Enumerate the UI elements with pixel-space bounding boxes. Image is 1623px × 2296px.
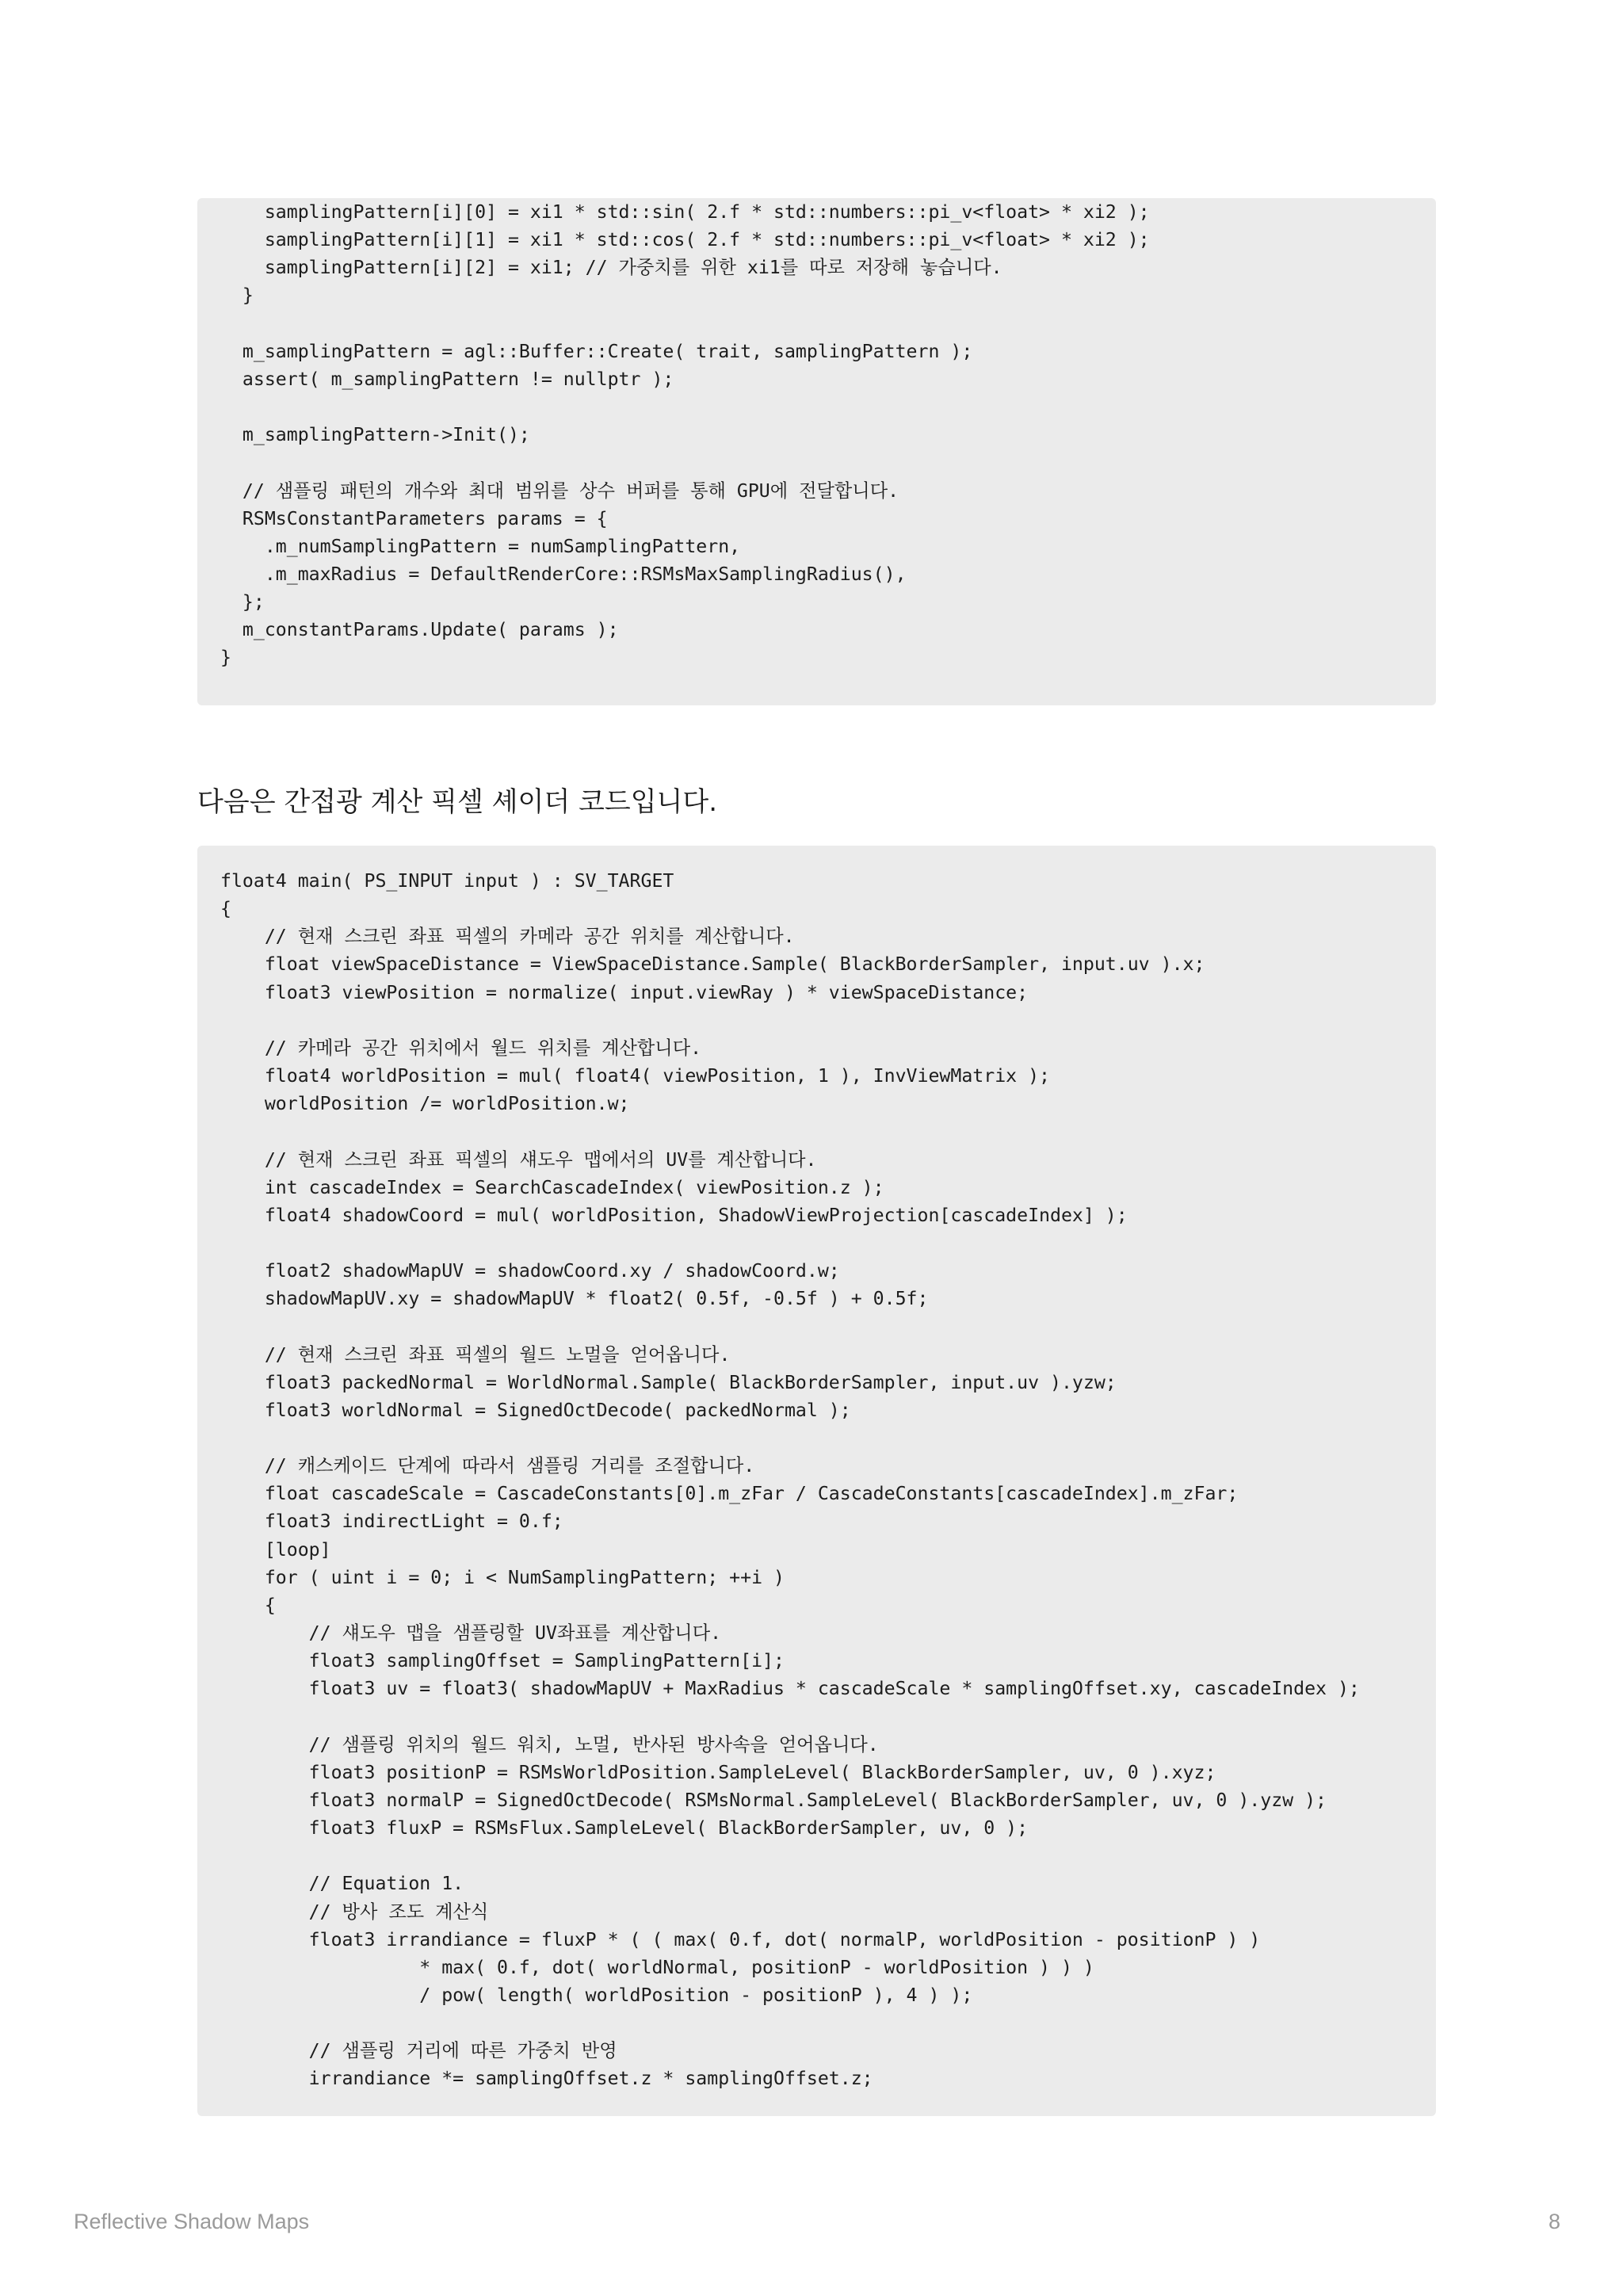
- code-line: float4 worldPosition = mul( float4( viewPosition, 1 ), InvViewMatrix );: [220, 1065, 1051, 1087]
- code-line: m_constantParams.Update( params );: [220, 619, 619, 641]
- code-line: float3 viewPosition = normalize( input.viewRay ) * viewSpaceDistance;: [220, 981, 1029, 1003]
- code-line: irrandiance *= samplingOffset.z * samplingOffset.z;: [220, 2068, 873, 2090]
- code-line: float3 positionP = RSMsWorldPosition.SampleLevel( BlackBorderSampler, uv, 0 ).xyz;: [220, 1761, 1216, 1783]
- footer-document-title: Reflective Shadow Maps: [74, 2210, 310, 2233]
- code-line: shadowMapUV.xy = shadowMapUV * float2( 0.5f, -0.5f ) + 0.5f;: [220, 1288, 929, 1310]
- code-line: // 섀도우 맵을 샘플링할 UV좌표를 계산합니다.: [220, 1622, 722, 1645]
- code-line: };: [220, 591, 265, 613]
- code-line: // 현재 스크린 좌표 픽셀의 월드 노멀을 얻어옵니다.: [220, 1343, 731, 1366]
- code-line: [loop]: [220, 1538, 331, 1561]
- code-line: float viewSpaceDistance = ViewSpaceDistance.Sample( BlackBorderSampler, input.uv ).x;: [220, 953, 1205, 976]
- code-line: // Equation 1.: [220, 1873, 464, 1895]
- code-line: float4 main( PS_INPUT input ) : SV_TARGET: [220, 870, 674, 892]
- code-line: samplingPattern[i][1] = xi1 * std::cos( 2.f * std::numbers::pi_v<float> * xi2 );: [220, 229, 1150, 251]
- code-block-2: [197, 846, 1436, 2116]
- code-line: .m_numSamplingPattern = numSamplingPattern,: [220, 535, 741, 557]
- code-line: / pow( length( worldPosition - positionP ), 4 ) );: [220, 1985, 973, 2006]
- code-line: float3 normalP = SignedOctDecode( RSMsNormal.SampleLevel( BlackBorderSampler, uv, 0 ).yzw );: [220, 1789, 1327, 1811]
- code-line: {: [220, 898, 231, 920]
- code-line: float3 samplingOffset = SamplingPattern[i];: [220, 1650, 785, 1672]
- code-line: assert( m_samplingPattern != nullptr );: [220, 368, 674, 390]
- code-line: worldPosition /= worldPosition.w;: [220, 1093, 630, 1115]
- code-line: // 샘플링 패턴의 개수와 최대 범위를 상수 버퍼를 통해 GPU에 전달합니다.: [220, 479, 899, 502]
- code-line: m_samplingPattern = agl::Buffer::Create( trait, samplingPattern );: [220, 340, 973, 362]
- code-line: // 현재 스크린 좌표 픽셀의 카메라 공간 위치를 계산합니다.: [220, 926, 795, 948]
- code-line: float3 irrandiance = fluxP * ( ( max( 0.f, dot( normalP, worldPosition - positionP ) ): [220, 1928, 1261, 1950]
- code-line: samplingPattern[i][0] = xi1 * std::sin( 2.f * std::numbers::pi_v<float> * xi2 );: [220, 201, 1150, 223]
- code-line: RSMsConstantParameters params = {: [220, 507, 608, 529]
- code-line: {: [220, 1594, 276, 1616]
- code-line: // 카메라 공간 위치에서 월드 위치를 계산합니다.: [220, 1037, 702, 1059]
- code-line: .m_maxRadius = DefaultRenderCore::RSMsMaxSamplingRadius(),: [220, 563, 907, 585]
- code-line: float3 indirectLight = 0.f;: [220, 1511, 563, 1533]
- code-line: float3 uv = float3( shadowMapUV + MaxRadius * cascadeScale * samplingOffset.xy, cascadeIndex );: [220, 1678, 1360, 1700]
- code-line: m_samplingPattern->Init();: [220, 424, 530, 446]
- code-line: float3 fluxP = RSMsFlux.SampleLevel( BlackBorderSampler, uv, 0 );: [220, 1817, 1029, 1839]
- code-line: float3 packedNormal = WorldNormal.Sample( BlackBorderSampler, input.uv ).yzw;: [220, 1371, 1117, 1393]
- code-line: float3 worldNormal = SignedOctDecode( packedNormal );: [220, 1399, 851, 1421]
- code-block-1: [197, 198, 1436, 705]
- code-line: // 캐스케이드 단계에 따라서 샘플링 거리를 조절합니다.: [220, 1455, 755, 1477]
- code-line: // 샘플링 거리에 따른 가중치 반영: [220, 2040, 617, 2062]
- code-line: int cascadeIndex = SearchCascadeIndex( viewPosition.z );: [220, 1176, 884, 1198]
- code-line: * max( 0.f, dot( worldNormal, positionP - worldPosition ) ) ): [220, 1956, 1094, 1978]
- code-line: // 방사 조도 계산식: [220, 1901, 489, 1923]
- code-line: // 현재 스크린 좌표 픽셀의 섀도우 맵에서의 UV를 계산합니다.: [220, 1148, 817, 1171]
- code-line: // 샘플링 위치의 월드 워치, 노멀, 반사된 방사속을 얻어옵니다.: [220, 1733, 879, 1755]
- body-paragraph: 다음은 간접광 계산 픽셀 셰이더 코드입니다.: [197, 786, 718, 818]
- code-line: samplingPattern[i][2] = xi1; // 가중치를 위한 xi1를 따로 저장해 놓습니다.: [220, 257, 1002, 279]
- code-line: float cascadeScale = CascadeConstants[0].m_zFar / CascadeConstants[cascadeIndex].m_zFar;: [220, 1483, 1239, 1505]
- footer-page-number: 8: [1548, 2210, 1560, 2233]
- code-line: for ( uint i = 0; i < NumSamplingPattern; ++i ): [220, 1566, 785, 1588]
- code-line: }: [220, 647, 231, 669]
- code-line: float4 shadowCoord = mul( worldPosition, ShadowViewProjection[cascadeIndex] );: [220, 1204, 1128, 1226]
- code-line: }: [220, 285, 254, 307]
- code-line: float2 shadowMapUV = shadowCoord.xy / shadowCoord.w;: [220, 1260, 840, 1282]
